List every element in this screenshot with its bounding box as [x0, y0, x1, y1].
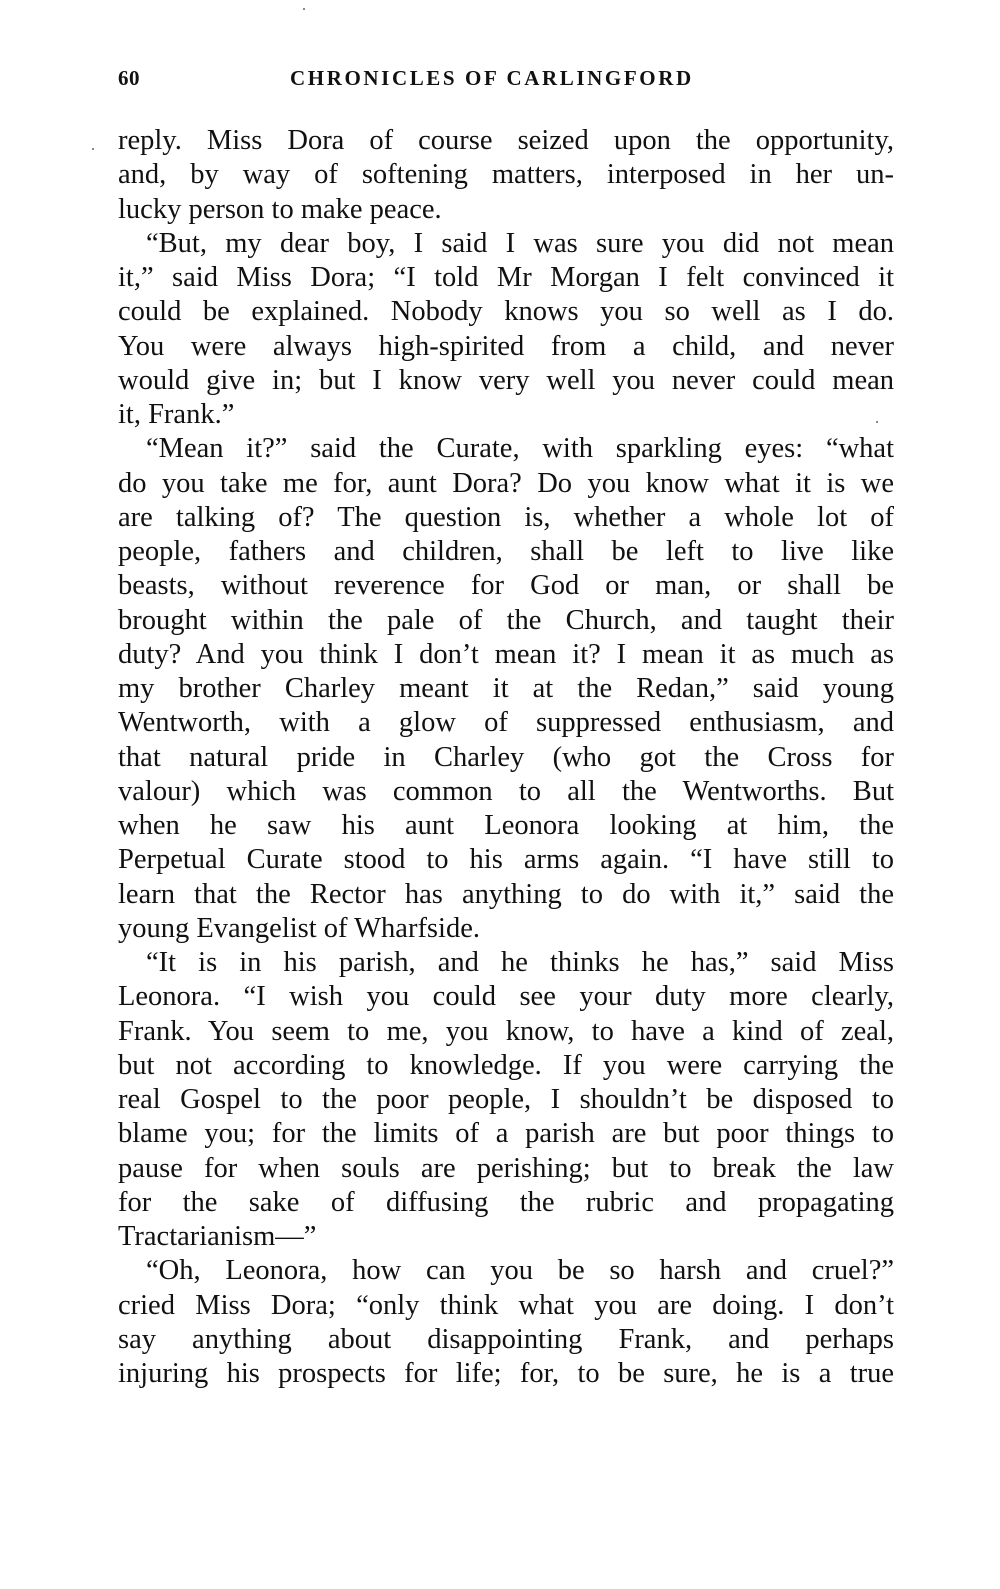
text-line: learn that the Rector has anything to do with it,” said the: [118, 878, 894, 910]
text-line: injuring his prospects for life; for, to be sure, he is a true: [118, 1358, 894, 1389]
text-line: valour) which was common to all the Wentworths. But: [118, 775, 894, 807]
text-line: cried Miss Dora; “only think what you are doing. I don’t: [118, 1289, 894, 1321]
scan-speck: [92, 148, 94, 150]
text-line: You were always high-spirited from a child, and never: [118, 330, 894, 362]
scan-speck: [303, 8, 305, 10]
text-line: my brother Charley meant it at the Redan,” said young: [118, 673, 894, 704]
text-line: Tractarianism—”: [118, 1221, 317, 1252]
text-line: Leonora. “I wish you could see your duty more clearly,: [118, 981, 894, 1013]
text-line: beasts, without reverence for God or man, or shall be: [118, 570, 894, 602]
text-line: Wentworth, with a glow of suppressed enthusiasm, and: [118, 707, 894, 739]
text-line: but not according to knowledge. If you were carrying the: [118, 1049, 894, 1081]
text-line: it,” said Miss Dora; “I told Mr Morgan I felt convinced it: [118, 262, 894, 293]
text-line: Perpetual Curate stood to his arms again. “I have still to: [118, 844, 894, 876]
text-line: blame you; for the limits of a parish are but poor things to: [118, 1118, 894, 1150]
text-line: real Gospel to the poor people, I shouldn’t be disposed to: [118, 1084, 894, 1115]
text-line: young Evangelist of Wharfside.: [118, 912, 480, 944]
text-line: pause for when souls are perishing; but to break the law: [118, 1152, 894, 1184]
text-line: that natural pride in Charley (who got the Cross for: [118, 741, 894, 773]
text-line: do you take me for, aunt Dora? Do you know what it is we: [118, 467, 894, 499]
text-line: “Mean it?” said the Curate, with sparkling eyes: “what: [146, 433, 894, 465]
text-line: it, Frank.”: [118, 399, 235, 430]
text-line: when he saw his aunt Leonora looking at him, the: [118, 810, 894, 841]
scan-speck: [876, 421, 878, 423]
text-line: people, fathers and children, shall be left to live like: [118, 536, 894, 567]
text-line: are talking of? The question is, whether a whole lot of: [118, 501, 894, 533]
text-line: duty? And you think I don’t mean it? I mean it as much as: [118, 638, 894, 670]
text-line: and, by way of softening matters, interposed in her un-: [118, 159, 894, 191]
text-line: could be explained. Nobody knows you so well as I do.: [118, 296, 894, 328]
running-head: [118, 66, 894, 96]
book-title: CHRONICLES OF CARLINGFORD: [290, 66, 694, 90]
page-number: 60: [118, 66, 140, 90]
text-line: “It is in his parish, and he thinks he has,” said Miss: [146, 947, 894, 978]
text-line: “But, my dear boy, I said I was sure you did not mean: [146, 227, 894, 259]
text-line: would give in; but I know very well you never could mean: [118, 364, 894, 396]
text-line: for the sake of diffusing the rubric and propagating: [118, 1186, 894, 1218]
text-line: lucky person to make peace.: [118, 193, 442, 225]
text-line: reply. Miss Dora of course seized upon the opportunity,: [118, 125, 894, 156]
text-line: brought within the pale of the Church, and taught their: [118, 604, 894, 636]
body-text: [118, 124, 894, 1391]
text-line: “Oh, Leonora, how can you be so harsh and cruel?”: [146, 1255, 894, 1287]
text-line: say anything about disappointing Frank, and perhaps: [118, 1323, 894, 1355]
text-line: Frank. You seem to me, you know, to have a kind of zeal,: [118, 1015, 894, 1047]
